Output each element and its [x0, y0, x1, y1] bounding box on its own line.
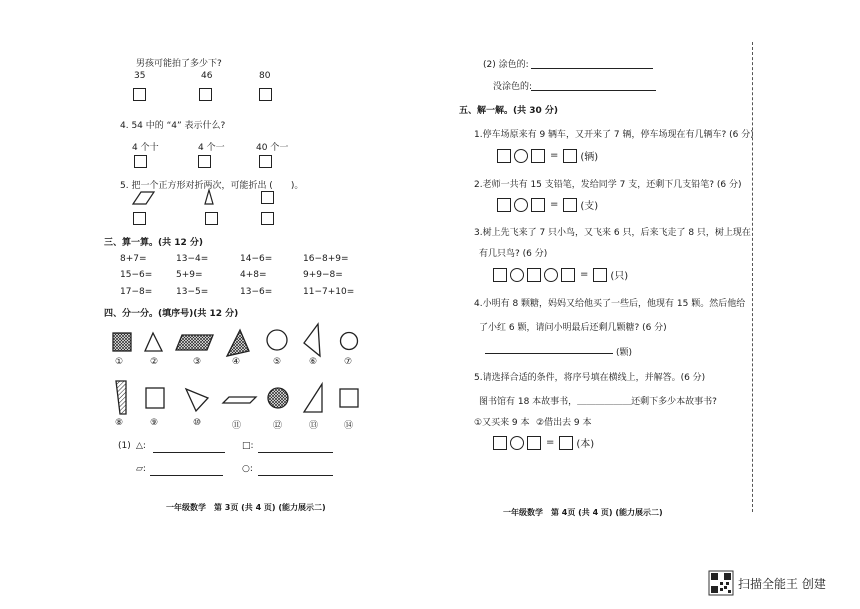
question-5: 5. 把一个正方形对折两次，可能折出 ( )。	[120, 181, 304, 191]
shape-label: ④	[232, 357, 241, 367]
triangle-icon	[304, 324, 320, 356]
section-4-title: 四、分一分。(填序号)(共 12 分)	[104, 309, 239, 319]
classify-circle-line[interactable]	[258, 475, 333, 476]
shape-label: ⑩	[193, 418, 202, 428]
hatched-circle-icon	[268, 388, 288, 408]
right-footer: 一年级数学 第 4页 (共 4 页) (能力展示二)	[503, 508, 663, 517]
q2-colored-label: (2) 涂色的:	[483, 60, 529, 70]
q4-option-3: 40 个一	[256, 143, 289, 153]
operator-circle[interactable]	[510, 268, 524, 282]
q2-uncolored-line[interactable]	[531, 90, 656, 91]
calc: 11−7+10=	[303, 287, 355, 297]
circle-icon	[341, 333, 358, 350]
equals-sign: =	[546, 437, 555, 448]
square-icon	[340, 389, 358, 407]
option-46: 46	[201, 71, 213, 81]
answer-box[interactable]	[527, 436, 541, 450]
problem-5: 5.请选择合适的条件，将序号填在横线上，并解答。(6 分)	[474, 373, 706, 383]
problem-5-option-2: ②借出去 9 本	[536, 418, 592, 428]
left-footer: 一年级数学 第 3页 (共 4 页) (能力展示二)	[166, 503, 326, 512]
unit-label: (支)	[580, 201, 599, 212]
problem-2: 2.老师一共有 15 支铅笔，发给同学 7 支，还剩下几支铅笔? (6 分)	[474, 180, 742, 190]
calc: 16−8+9=	[303, 254, 349, 264]
calc: 5+9=	[176, 270, 203, 280]
square-icon	[146, 388, 164, 408]
problem-4-unit: (颗)	[616, 348, 633, 358]
answer-box[interactable]	[497, 198, 511, 212]
option-35: 35	[134, 71, 146, 81]
shape-label: ⑪	[232, 421, 242, 431]
circle-icon	[267, 330, 287, 350]
q4-option-2: 4 个一	[198, 143, 225, 153]
classify-triangle-label: △:	[136, 441, 146, 451]
calc: 14−6=	[240, 254, 273, 264]
problem-4-answer-line[interactable]	[485, 353, 613, 354]
triangle-icon	[304, 384, 322, 412]
classify-prefix: (1)	[118, 441, 131, 451]
calc: 13−6=	[240, 287, 273, 297]
qr-code-icon	[709, 571, 733, 595]
q2-uncolored-label: 没涂色的:	[493, 82, 533, 92]
shape-label: ①	[115, 357, 124, 367]
shape-label: ②	[150, 357, 159, 367]
answer-box[interactable]	[593, 268, 607, 282]
hatched-parallelogram-icon	[176, 335, 213, 350]
q2-colored-line[interactable]	[531, 68, 653, 69]
operator-circle[interactable]	[544, 268, 558, 282]
equals-sign: =	[550, 150, 559, 161]
classify-square-label: □:	[242, 441, 254, 451]
shape-label: ⑧	[115, 418, 124, 428]
shape-label: ⑭	[344, 421, 354, 431]
parallelogram-icon	[223, 397, 256, 403]
equals-sign: =	[550, 199, 559, 210]
shape-label: ⑬	[309, 421, 319, 431]
answer-box[interactable]	[527, 268, 541, 282]
question-4: 4. 54 中的 “4” 表示什么?	[120, 121, 226, 131]
operator-circle[interactable]	[510, 436, 524, 450]
problem-4-line1: 4.小明有 8 颗糖，妈妈又给他买了一些后，他现有 15 颗。然后他给	[474, 299, 746, 309]
answer-box[interactable]	[563, 198, 577, 212]
calc: 4+8=	[240, 270, 267, 280]
classify-triangle-line[interactable]	[153, 452, 225, 453]
answer-box[interactable]	[563, 149, 577, 163]
answer-box[interactable]	[531, 149, 545, 163]
classify-circle-label: ○:	[242, 464, 253, 474]
unit-label: (只)	[610, 271, 629, 282]
equation-1	[497, 148, 598, 163]
option-80: 80	[259, 71, 271, 81]
section-3-title: 三、算一算。(共 12 分)	[104, 238, 204, 248]
calc: 13−4=	[176, 254, 209, 264]
answer-box[interactable]	[493, 268, 507, 282]
unit-label: (本)	[576, 439, 595, 450]
operator-circle[interactable]	[514, 198, 528, 212]
answer-box[interactable]	[493, 436, 507, 450]
triangle-icon	[145, 333, 162, 351]
problem-4-line2: 了小红 6 颗，请问小明最后还剩几颗糖? (6 分)	[479, 323, 667, 333]
calc: 17−8=	[120, 287, 153, 297]
shape-label: ⑥	[309, 357, 318, 367]
equation-2	[497, 197, 598, 212]
equation-3	[493, 267, 628, 282]
hatched-triangle-icon	[227, 330, 249, 356]
shape-label: ⑤	[273, 357, 282, 367]
problem-3-line2: 有几只鸟? (6 分)	[479, 249, 548, 259]
triangle-icon	[186, 389, 208, 411]
q4-option-1: 4 个十	[132, 143, 159, 153]
classify-parallelogram-label: ▱:	[136, 464, 146, 474]
calc: 8+7=	[120, 254, 147, 264]
section-5-title: 五、解一解。(共 30 分)	[459, 106, 559, 116]
shape-label: ⑦	[344, 357, 353, 367]
hatched-quadrilateral-icon	[116, 381, 126, 414]
calc: 9+9−8=	[303, 270, 343, 280]
problem-5-story: 图书馆有 18 本故事书，＿＿＿＿＿＿还剩下多少本故事书?	[479, 397, 717, 407]
operator-circle[interactable]	[514, 149, 528, 163]
question-boy-jump: 男孩可能拍了多少下?	[136, 59, 222, 69]
shape-label: ③	[193, 357, 202, 367]
classify-square-line[interactable]	[258, 452, 333, 453]
shape-label: ⑨	[150, 418, 159, 428]
equation-5	[493, 435, 594, 450]
problem-3-line1: 3.树上先飞来了 7 只小鸟，又飞来 6 只，后来飞走了 8 只，树上现在	[474, 228, 751, 238]
hatched-square-icon	[113, 333, 131, 351]
unit-label: (辆)	[580, 152, 599, 163]
page-divider	[752, 42, 753, 512]
answer-box[interactable]	[497, 149, 511, 163]
problem-5-option-1: ①又买来 9 本	[474, 418, 530, 428]
calc: 15−6=	[120, 270, 153, 280]
shape-label: ⑫	[273, 421, 283, 431]
answer-box[interactable]	[561, 268, 575, 282]
classify-parallelogram-line[interactable]	[150, 475, 223, 476]
calc: 13−5=	[176, 287, 209, 297]
answer-box[interactable]	[531, 198, 545, 212]
watermark-text: 扫描全能王 创建	[738, 577, 826, 591]
problem-1: 1.停车场原来有 9 辆车，又开来了 7 辆，停车场现在有几辆车? (6 分)	[474, 130, 754, 140]
equals-sign: =	[580, 269, 589, 280]
answer-box[interactable]	[559, 436, 573, 450]
